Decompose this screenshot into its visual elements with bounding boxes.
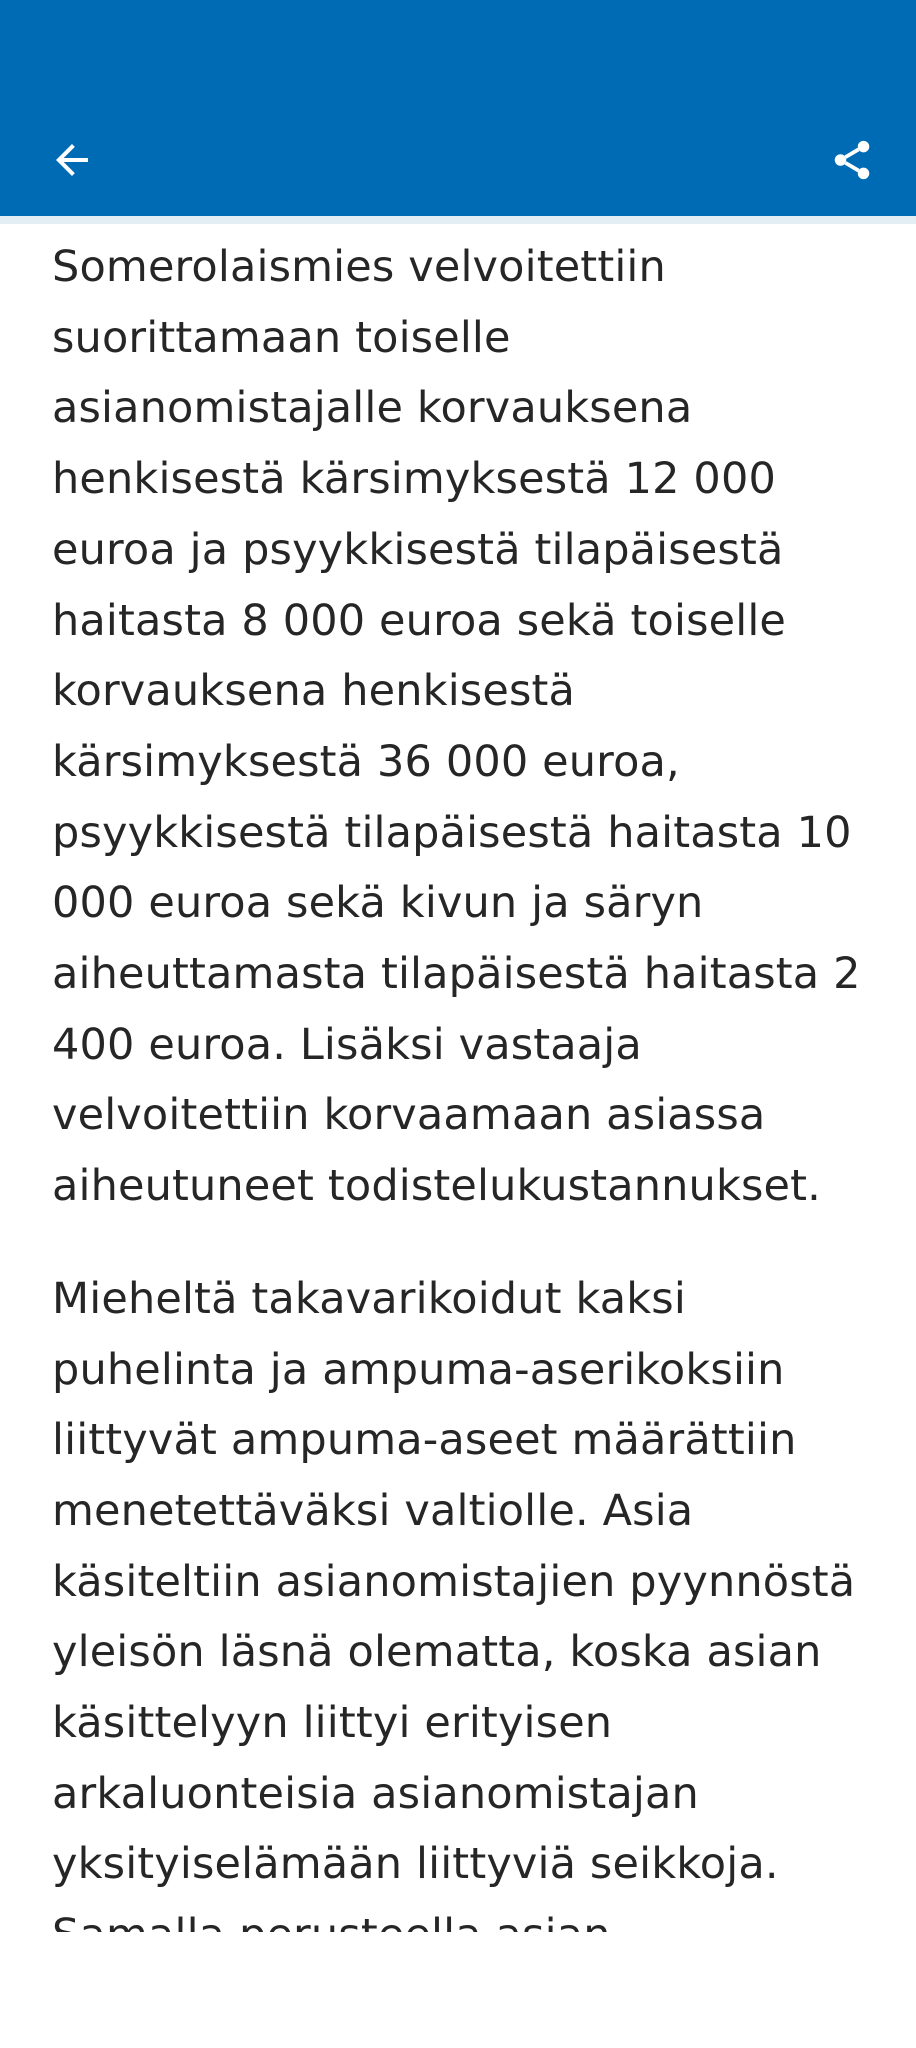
bottom-blank-area	[0, 1932, 916, 2048]
app-bar	[0, 0, 916, 216]
back-button[interactable]	[24, 112, 120, 208]
app-bar-divider	[0, 216, 916, 224]
share-button[interactable]	[804, 112, 900, 208]
article-paragraph: Somerolaismies velvoitettiin suorittamaan toiselle asianomistajalle korvauksena henkisestä kärsimyksestä 12 000 euroa ja psyykkisestä tilapäisestä haitasta 8 000 euroa sekä toiselle korvauksena henkisestä kärsimyksestä 36 000 euroa, psyykkisestä tilapäisestä haitasta 10 000 euroa sekä kivun ja säryn aiheuttamasta tilapäisestä haitasta 2 400 euroa. Lisäksi vastaaja velvoitettiin korvaamaan asiassa aiheutuneet todistelukustannukset.	[52, 242, 861, 1212]
share-icon	[829, 137, 875, 183]
article-body[interactable]	[52, 232, 882, 1932]
article-paragraph: Mieheltä takavarikoidut kaksi puhelinta ja ampuma-aserikoksiin liittyvät ampuma-aseet määrättiin menetettäväksi valtiolle. Asia käsiteltiin asianomistajien pyynnöstä yleisön läsnä olematta, koska asian käsittelyyn liittyi erityisen arkaluonteisia asianomistajan yksityiselämään liittyviä seikkoja.	[52, 1273, 856, 1890]
arrow-left-icon	[48, 136, 96, 184]
